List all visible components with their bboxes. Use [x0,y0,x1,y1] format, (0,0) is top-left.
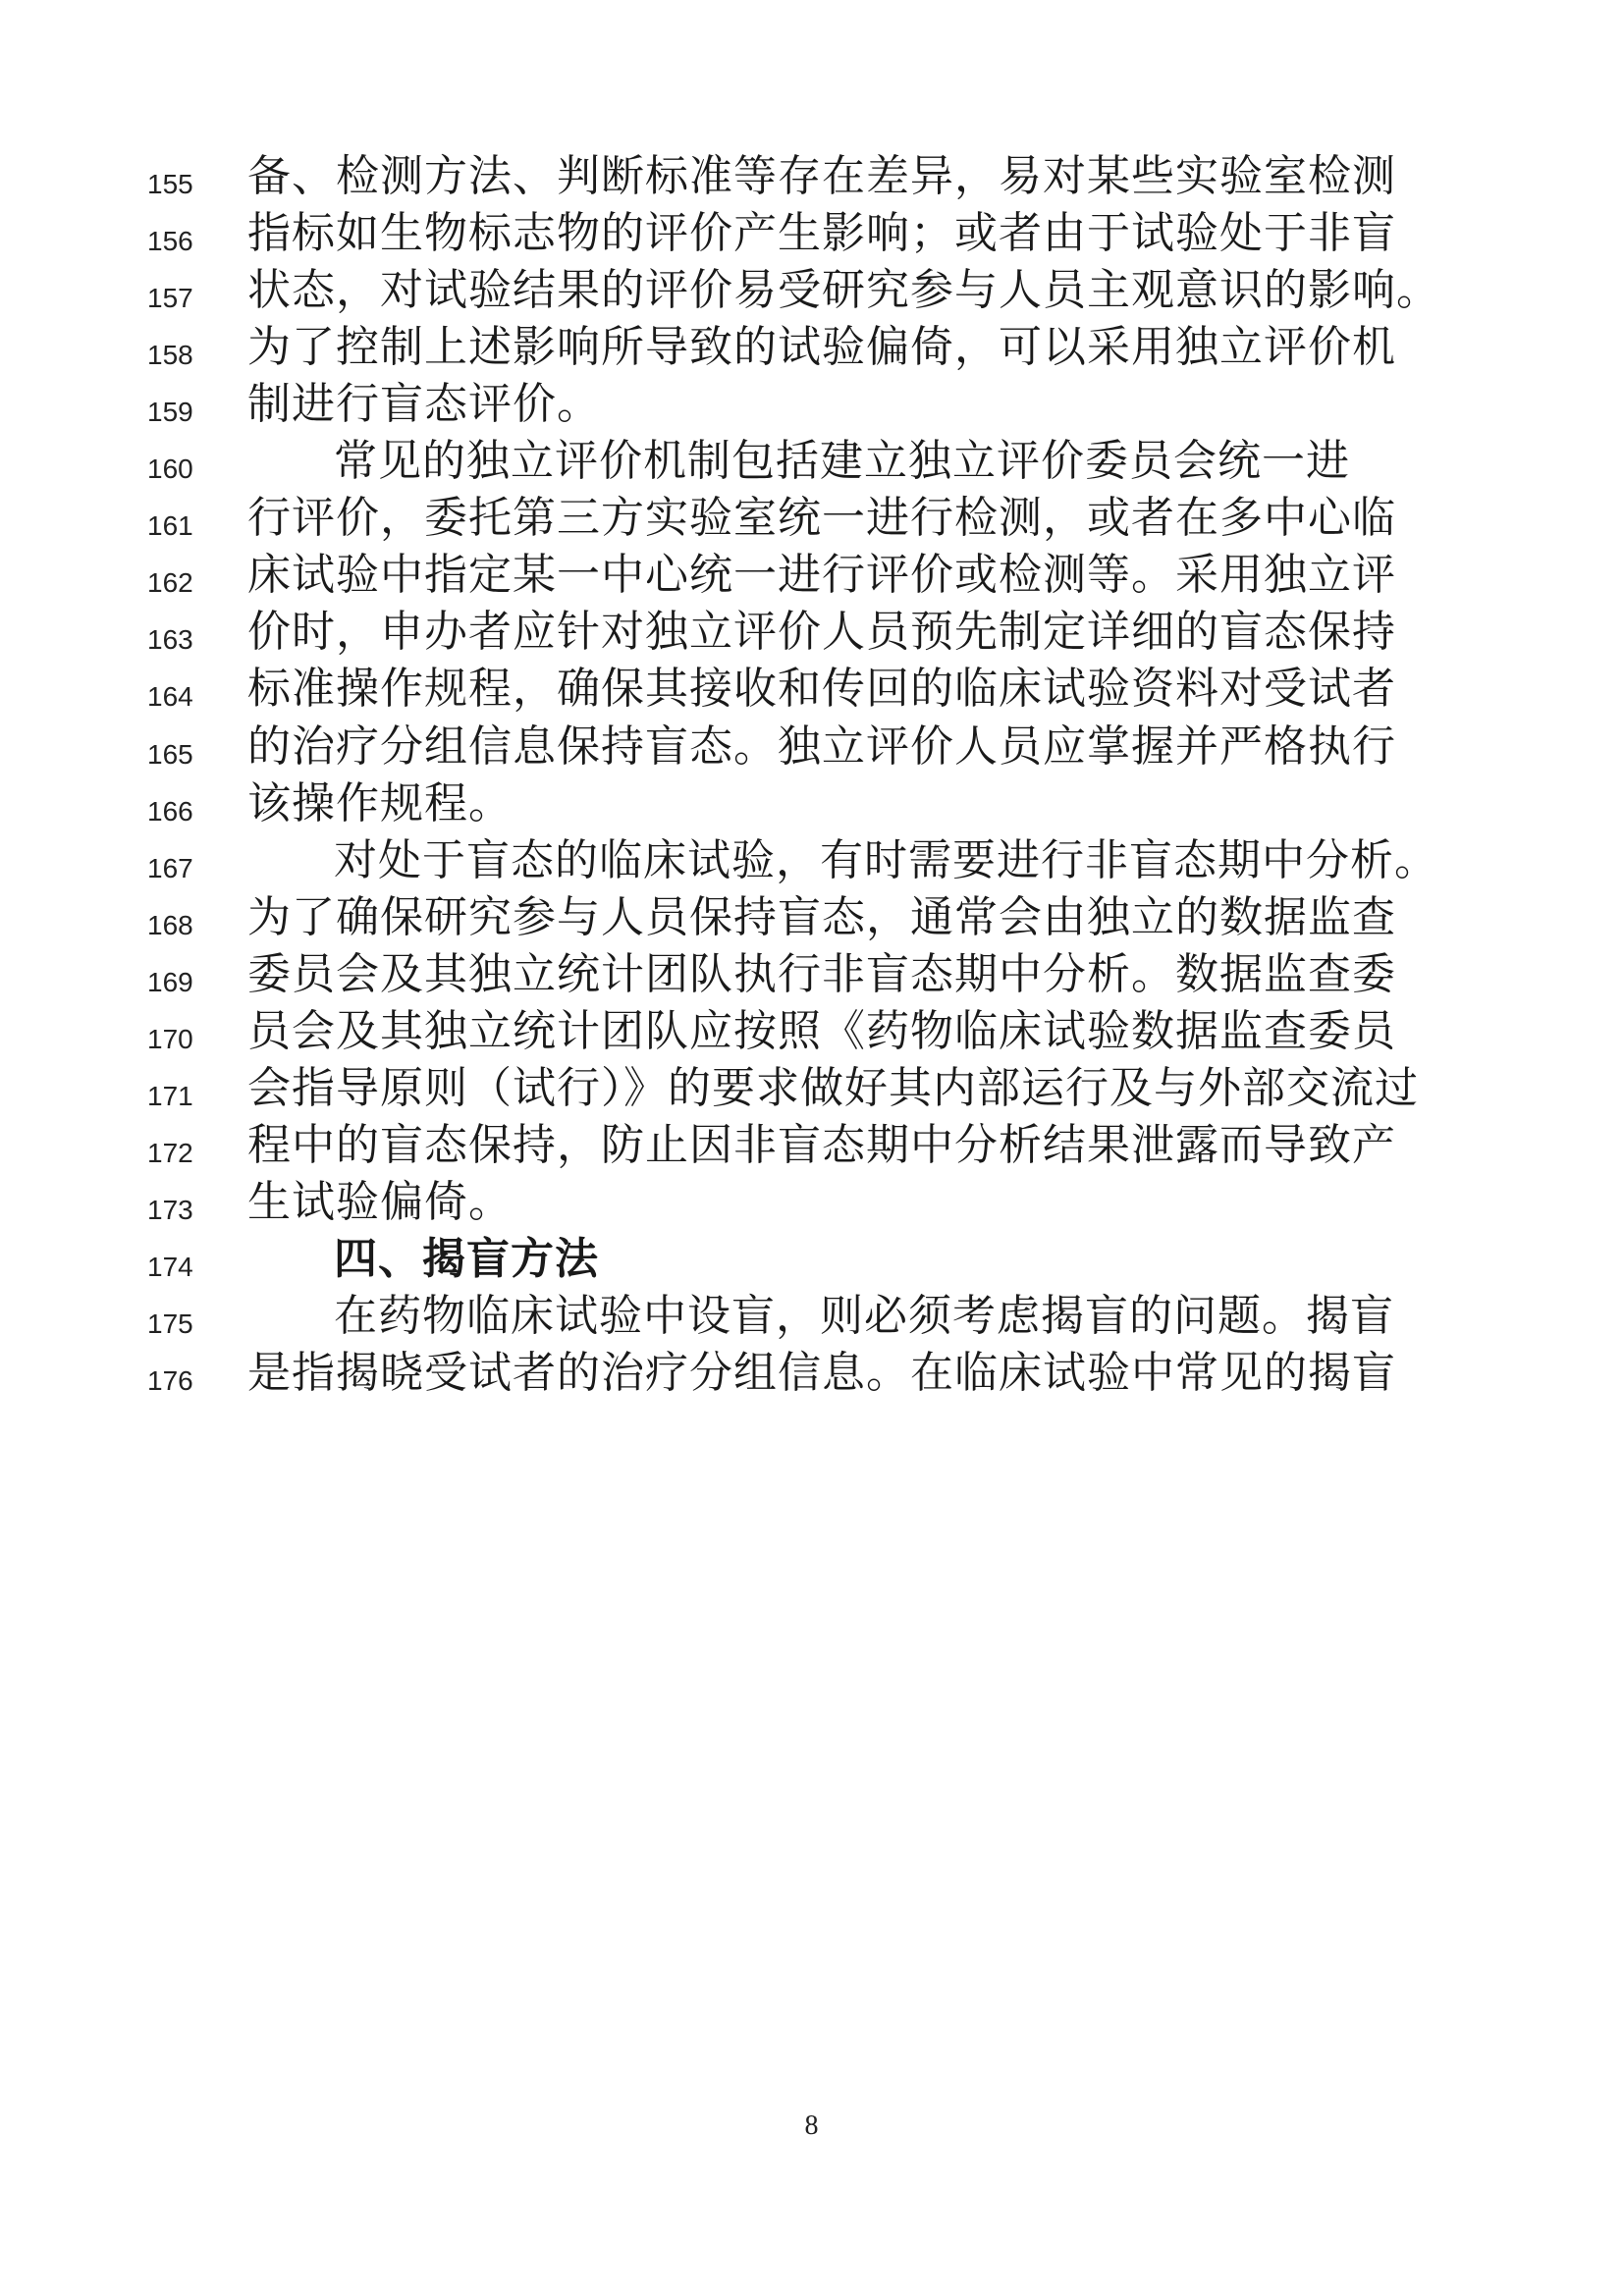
line-text: 价时，申办者应针对独立评价人员预先制定详细的盲态保持 [247,607,1396,658]
line-text: 会指导原则（试行）》的要求做好其内部运行及与外部交流过 [247,1062,1419,1113]
line-text: 常见的独立评价机制包括建立独立评价委员会统一进 [334,436,1350,487]
line-text: 行评价，委托第三方实验室统一进行检测，或者在多中心临 [247,493,1396,544]
line-number: 165 [147,738,193,770]
line-number: 168 [147,909,193,940]
line-text: 生试验偏倚。 [247,1176,513,1227]
line-text: 标准操作规程，确保其接收和传回的临床试验资料对受试者 [247,664,1396,715]
line-number: 158 [147,340,193,371]
line-text: 程中的盲态保持，防止因非盲态期中分析结果泄露而导致产 [247,1119,1396,1170]
line-text: 是指揭晓受试者的治疗分组信息。在临床试验中常见的揭盲 [247,1348,1396,1399]
line-number: 166 [147,795,193,827]
line-text: 为了确保研究参与人员保持盲态，通常会由独立的数据监查 [247,891,1396,942]
line-number: 170 [147,1023,193,1054]
line-number: 162 [147,567,193,599]
line-number: 167 [147,852,193,883]
line-number: 159 [147,397,193,428]
line-text: 制进行盲态评价。 [247,379,601,430]
line-number: 173 [147,1194,193,1225]
line-number: 172 [147,1137,193,1168]
line-text: 员会及其独立统计团队应按照《药物临床试验数据监查委员 [247,1005,1396,1056]
line-number: 157 [147,283,193,314]
line-text: 为了控制上述影响所导致的试验偏倚，可以采用独立评价机 [247,322,1396,373]
line-number: 175 [147,1308,193,1339]
line-text: 备、检测方法、判断标准等存在差异，易对某些实验室检测 [247,151,1396,201]
line-number: 155 [147,169,193,199]
line-number: 174 [147,1251,193,1282]
line-text: 对处于盲态的临床试验，有时需要进行非盲态期中分析。 [334,834,1438,885]
section-heading: 四、揭盲方法 [334,1233,599,1284]
line-text: 状态，对试验结果的评价易受研究参与人员主观意识的影响。 [247,265,1440,316]
line-number: 161 [147,510,193,542]
line-number: 171 [147,1080,193,1111]
line-number: 163 [147,624,193,656]
line-number: 156 [147,226,193,257]
line-text: 在药物临床试验中设盲，则必须考虑揭盲的问题。揭盲 [334,1291,1394,1341]
line-text: 该操作规程。 [247,777,513,828]
line-number: 160 [147,454,193,485]
line-number: 169 [147,966,193,997]
line-text: 委员会及其独立统计团队执行非盲态期中分析。数据监查委 [247,948,1396,999]
line-text: 的治疗分组信息保持盲态。独立评价人员应掌握并严格执行 [247,721,1396,772]
page-number: 8 [804,2110,819,2141]
line-text: 指标如生物标志物的评价产生影响；或者由于试验处于非盲 [247,208,1396,259]
line-text: 床试验中指定某一中心统一进行评价或检测等。采用独立评 [247,550,1396,601]
line-number: 176 [147,1365,193,1397]
line-number: 164 [147,681,193,713]
document-line [0,1330,1623,1416]
